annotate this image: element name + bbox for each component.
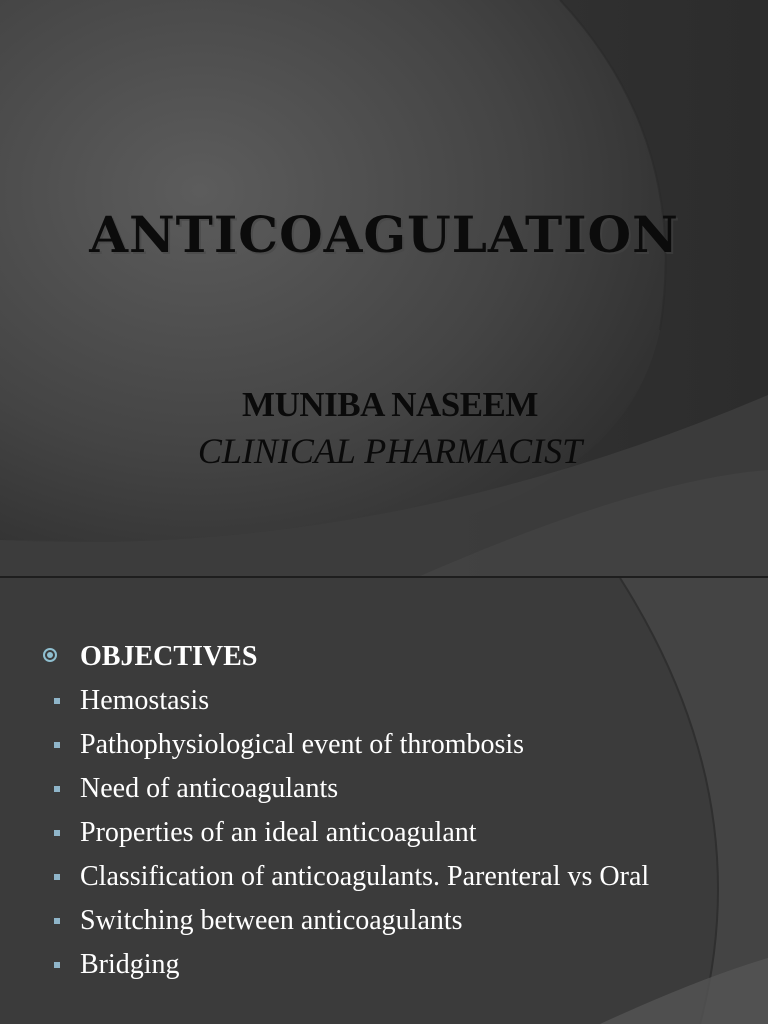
list-item-text: Hemostasis bbox=[80, 685, 210, 716]
objectives-heading bbox=[0, 638, 768, 676]
objectives-heading-text: OBJECTIVES bbox=[80, 641, 258, 672]
author-name: MUNIBA NASEEM bbox=[242, 385, 538, 424]
objectives-slide bbox=[0, 578, 768, 1024]
square-bullet-icon bbox=[54, 698, 60, 704]
list-item-text: Switching between anticoagulants bbox=[80, 905, 463, 936]
list-item-text: Bridging bbox=[80, 949, 180, 980]
square-bullet-icon bbox=[54, 962, 60, 968]
ring-bullet-icon bbox=[43, 648, 57, 662]
list-item bbox=[0, 770, 768, 808]
list-item-text: Classification of anticoagulants. Parenteral vs Oral bbox=[80, 861, 650, 892]
list-item bbox=[0, 902, 768, 940]
square-bullet-icon bbox=[54, 830, 60, 836]
slide-title: ANTICOAGULATION bbox=[89, 205, 679, 264]
author-role: CLINICAL PHARMACIST bbox=[197, 431, 583, 471]
square-bullet-icon bbox=[54, 742, 60, 748]
objectives-list bbox=[0, 638, 768, 990]
square-bullet-icon bbox=[54, 786, 60, 792]
list-item bbox=[0, 682, 768, 720]
list-item bbox=[0, 726, 768, 764]
list-item bbox=[0, 946, 768, 984]
square-bullet-icon bbox=[54, 918, 60, 924]
list-item bbox=[0, 814, 768, 852]
list-item-text: Properties of an ideal anticoagulant bbox=[80, 817, 477, 848]
square-bullet-icon bbox=[54, 874, 60, 880]
list-item-text: Need of anticoagulants bbox=[80, 773, 339, 804]
list-item bbox=[0, 858, 768, 896]
list-item-text: Pathophysiological event of thrombosis bbox=[80, 729, 525, 760]
